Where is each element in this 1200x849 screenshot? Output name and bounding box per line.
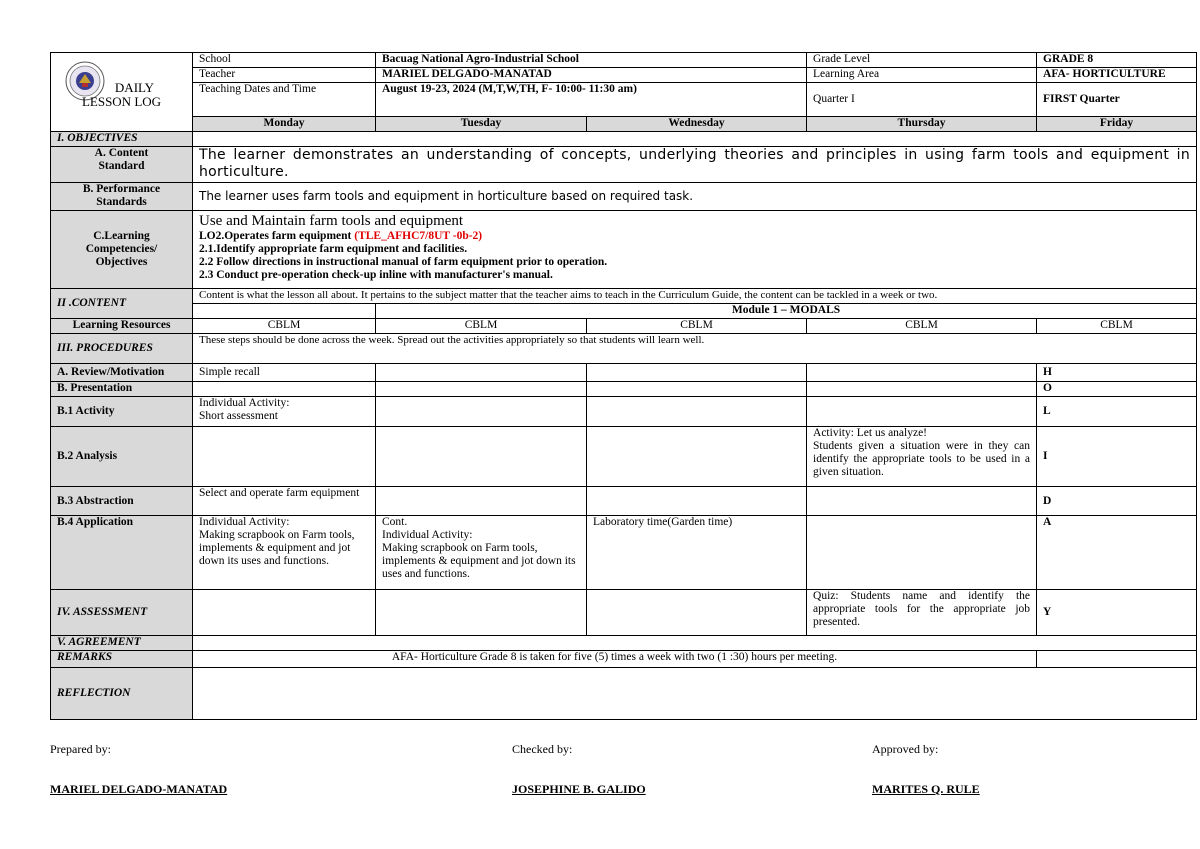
holiday-letter-h: H [1037,364,1197,382]
resource-tuesday: CBLM [376,319,587,334]
title-daily: DAILY [114,80,155,95]
day-tuesday: Tuesday [376,117,587,132]
prepared-by-label: Prepared by: [50,742,111,756]
day-friday: Friday [1037,117,1197,132]
module-title: Module 1 – MODALS [376,304,1197,319]
holiday-letter-a: A [1037,516,1197,590]
procedures-note: These steps should be done across the week. Spread out the activities appropriately so that students will learn well. [193,334,1197,364]
prepared-by-name: MARIEL DELGADO-MANATAD [50,782,228,796]
objective-item-2: 2.2 Follow directions in instructional manual of farm equipment prior to operation. [199,256,608,268]
grade-value: GRADE 8 [1037,53,1197,68]
presentation-label: B. Presentation [51,382,193,397]
day-thursday: Thursday [807,117,1037,132]
reflection-heading: REFLECTION [51,668,193,720]
title-lesson-log: LESSON LOG [81,94,162,109]
resource-monday: CBLM [193,319,376,334]
lo-code: (TLE_AFHC7/8UT -0b-2) [354,230,483,242]
holiday-letter-d: D [1037,487,1197,516]
remarks-text: AFA- Horticulture Grade 8 is taken for five (5) times a week with two (1 :30) hours per meeting. [193,651,1037,668]
day-wednesday: Wednesday [587,117,807,132]
competency-title: Use and Maintain farm tools and equipment [199,213,464,229]
content-note: Content is what the lesson all about. It pertains to the subject matter that the teacher aims to teach in the Curriculum Guide, the content can be tackled in a week or two. [193,289,1197,304]
analysis-thursday: Activity: Let us analyze! Students given a situation were in they can identify the appropriate tools to be used in a given situation. [807,427,1037,487]
logo-title-cell [51,53,193,132]
review-label: A. Review/Motivation [51,364,193,382]
review-monday: Simple recall [193,364,376,382]
competency-label: C.Learning Competencies/ Objectives [51,211,193,289]
abstraction-monday: Select and operate farm equipment [193,487,376,516]
objectives-heading: I. OBJECTIVES [51,132,193,147]
area-label: Learning Area [807,68,1037,83]
area-value: AFA- HORTICULTURE [1037,68,1197,83]
application-wednesday: Laboratory time(Garden time) [587,516,807,590]
teacher-value: MARIEL DELGADO-MANATAD [376,68,807,83]
objective-item-1: 2.1.Identify appropriate farm equipment and facilities. [199,243,468,255]
content-standard-label: A. Content Standard [51,147,193,183]
procedures-heading: III. PROCEDURES [51,334,193,364]
holiday-letter-o: O [1037,382,1197,397]
grade-label: Grade Level [807,53,1037,68]
assessment-thursday: Quiz: Students name and identify the appropriate tools for the appropriate job presented. [807,590,1037,636]
quarter-value: FIRST Quarter [1037,83,1197,117]
activity-label: B.1 Activity [51,397,193,427]
activity-monday: Individual Activity: Short assessment [193,397,376,427]
checked-by-label: Checked by: [512,742,573,756]
content-standard: The learner demonstrates an understanding of concepts, underlying theories and principles in using farm tools and equipment in horticulture. [193,147,1197,183]
assessment-heading: IV. ASSESSMENT [51,590,193,636]
objective-item-3: 2.3 Conduct pre-operation check-up inline with manufacturer's manual. [199,269,553,281]
analysis-label: B.2 Analysis [51,427,193,487]
resource-friday: CBLM [1037,319,1197,334]
dates-label: Teaching Dates and Time [193,83,376,117]
checked-by-name: JOSEPHINE B. GALIDO [512,782,646,796]
teacher-label: Teacher [193,68,376,83]
holiday-letter-i: I [1037,427,1197,487]
day-monday: Monday [193,117,376,132]
school-value: Bacuag National Agro-Industrial School [376,53,807,68]
lo-text: LO2.Operates farm equipment [199,230,355,242]
school-label: School [193,53,376,68]
dates-value: August 19-23, 2024 (M,T,W,TH, F- 10:00- 11:30 am) [376,83,807,117]
performance-standard-label: B. Performance Standards [51,183,193,211]
application-tuesday: Cont. Individual Activity: Making scrapbook on Farm tools, implements & equipment and jot down its uses and functions. [376,516,587,590]
remarks-heading: REMARKS [51,651,193,668]
competency-cell [193,211,1197,289]
holiday-letter-l: L [1037,397,1197,427]
daily-lesson-log-table [50,52,1197,720]
application-label: B.4 Application [51,516,193,590]
content-heading: II .CONTENT [51,289,193,319]
holiday-letter-y: Y [1037,590,1197,636]
resource-wednesday: CBLM [587,319,807,334]
abstraction-label: B.3 Abstraction [51,487,193,516]
resource-thursday: CBLM [807,319,1037,334]
approved-by-name: MARITES Q. RULE [872,782,980,796]
resources-label: Learning Resources [51,319,193,334]
approved-by-label: Approved by: [872,742,939,756]
quarter-label: Quarter I [807,83,1037,117]
application-monday: Individual Activity: Making scrapbook on Farm tools, implements & equipment and jot down its uses and functions. [193,516,376,590]
performance-standard: The learner uses farm tools and equipment in horticulture based on required task. [193,183,1197,211]
agreement-heading: V. AGREEMENT [51,636,193,651]
